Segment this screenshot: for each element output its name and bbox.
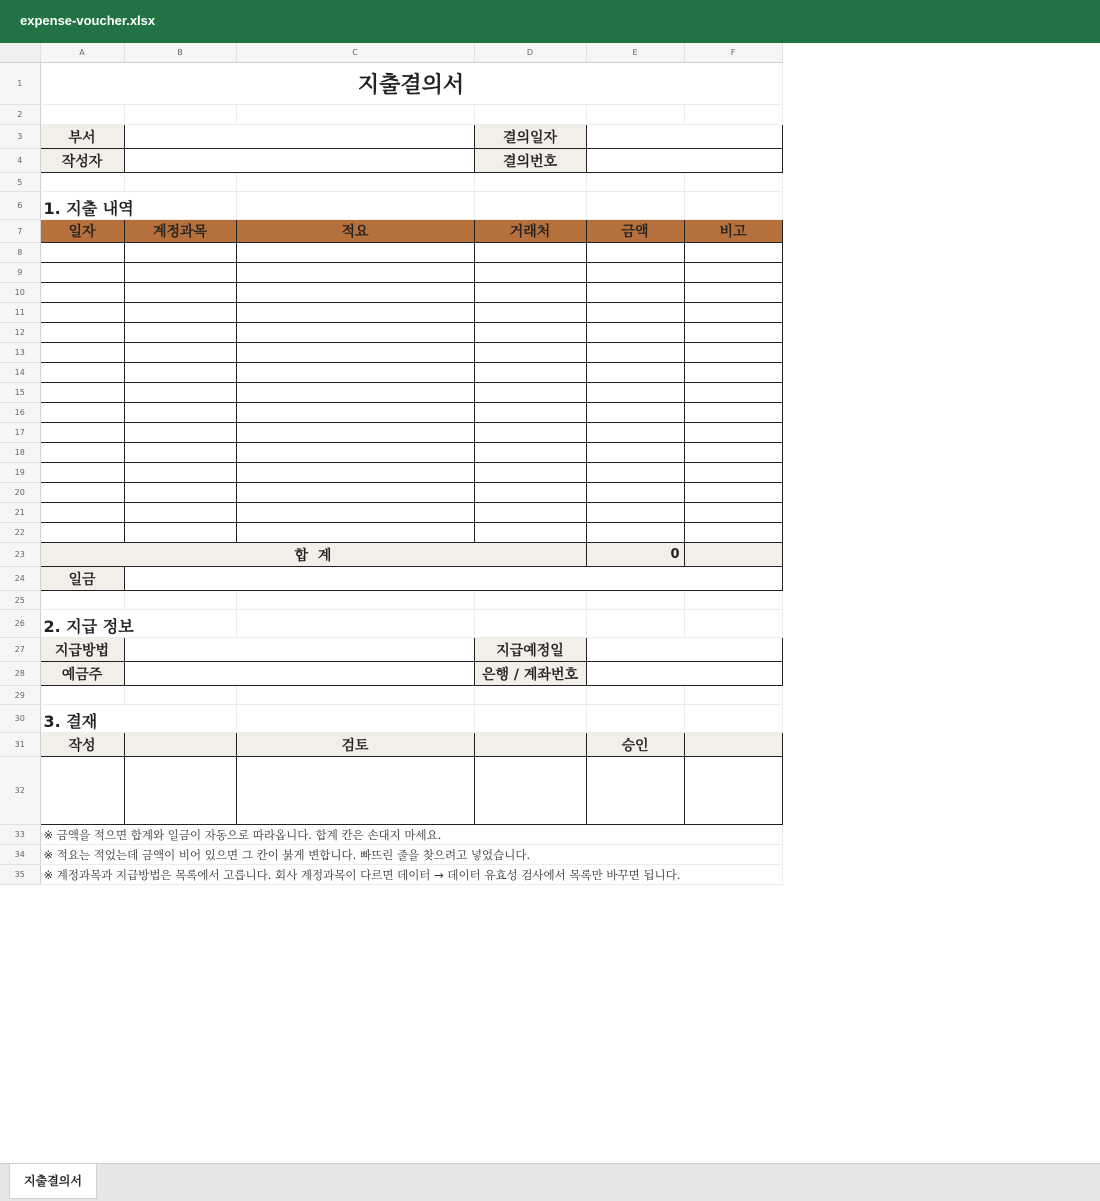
title-bar [0, 0, 1100, 43]
detail-cell[interactable] [124, 343, 236, 363]
detail-cell[interactable] [474, 303, 586, 323]
cell[interactable] [586, 591, 684, 610]
resolution-no-label: 결의번호 [474, 149, 586, 173]
cell[interactable] [236, 705, 474, 733]
payment-due-input[interactable] [586, 638, 782, 662]
note-validation-list[interactable]: ※ 계정과목과 지급방법은 목록에서 고릅니다. 회사 계정과목이 다르면 데이터 → 데이터 유효성 검사에서 목록만 바꾸면 됩니다. [40, 865, 782, 885]
row-header[interactable]: 31 [0, 733, 40, 757]
row-header[interactable]: 5 [0, 173, 40, 192]
total-amount[interactable]: 0 [586, 543, 684, 567]
row-header[interactable]: 29 [0, 686, 40, 705]
detail-cell[interactable] [40, 343, 124, 363]
cell[interactable] [474, 591, 586, 610]
cell[interactable] [586, 173, 684, 192]
detail-cell[interactable] [684, 423, 782, 443]
detail-cell[interactable] [124, 283, 236, 303]
total-label: 합 계 [40, 543, 586, 567]
approval-header-blank [474, 733, 586, 757]
detail-cell[interactable] [684, 383, 782, 403]
cell[interactable] [236, 686, 474, 705]
payment-method-input[interactable] [124, 638, 474, 662]
detail-cell[interactable] [586, 343, 684, 363]
detail-cell[interactable] [684, 483, 782, 503]
signature-box[interactable] [684, 757, 782, 825]
amount-words-value[interactable] [124, 567, 782, 591]
row-header[interactable]: 4 [0, 149, 40, 173]
detail-cell[interactable] [124, 463, 236, 483]
section-title-approval[interactable]: 3. 결재 [40, 705, 236, 733]
approval-header-blank [684, 733, 782, 757]
row-header[interactable]: 11 [0, 303, 40, 323]
detail-cell[interactable] [40, 323, 124, 343]
detail-cell[interactable] [40, 263, 124, 283]
cell[interactable] [684, 173, 782, 192]
detail-cell[interactable] [474, 283, 586, 303]
detail-cell[interactable] [124, 403, 236, 423]
cell[interactable] [124, 686, 236, 705]
detail-cell[interactable] [684, 263, 782, 283]
note-red-highlight[interactable]: ※ 적요는 적었는데 금액이 비어 있으면 그 칸이 붉게 변합니다. 빠뜨린 줄을 찾으려고 넣었습니다. [40, 845, 782, 865]
header-vendor: 거래처 [474, 220, 586, 243]
signature-box[interactable] [236, 757, 474, 825]
detail-cell[interactable] [124, 503, 236, 523]
detail-cell[interactable] [40, 523, 124, 543]
payment-due-label: 지급예정일 [474, 638, 586, 662]
resolution-no-input[interactable] [586, 149, 782, 173]
approval-header-blank [124, 733, 236, 757]
detail-cell[interactable] [124, 383, 236, 403]
section-title-expenses[interactable]: 1. 지출 내역 [40, 192, 236, 220]
detail-cell[interactable] [40, 423, 124, 443]
cell[interactable] [586, 610, 684, 638]
row-header[interactable]: 32 [0, 757, 40, 825]
header-remarks: 비고 [684, 220, 782, 243]
cell[interactable] [684, 591, 782, 610]
approval-approve-label: 승인 [586, 733, 684, 757]
row-header[interactable]: 6 [0, 192, 40, 220]
cell[interactable] [124, 105, 236, 125]
cell[interactable] [684, 105, 782, 125]
cell[interactable] [586, 105, 684, 125]
detail-cell[interactable] [124, 363, 236, 383]
row-header[interactable]: 20 [0, 483, 40, 503]
detail-cell[interactable] [684, 443, 782, 463]
detail-cell[interactable] [236, 303, 474, 323]
cell[interactable] [474, 105, 586, 125]
detail-cell[interactable] [124, 323, 236, 343]
cell[interactable] [236, 610, 474, 638]
sheet-tab-expense[interactable]: 지출결의서 [9, 1164, 97, 1199]
column-header-a[interactable]: A [40, 43, 124, 63]
detail-cell[interactable] [586, 403, 684, 423]
header-amount: 금액 [586, 220, 684, 243]
detail-cell[interactable] [236, 483, 474, 503]
row-header[interactable]: 8 [0, 243, 40, 263]
header-description: 적요 [236, 220, 474, 243]
cell[interactable] [684, 610, 782, 638]
detail-cell[interactable] [474, 323, 586, 343]
row-header[interactable]: 24 [0, 567, 40, 591]
cell[interactable] [474, 192, 586, 220]
detail-cell[interactable] [684, 503, 782, 523]
detail-cell[interactable] [474, 523, 586, 543]
note-auto-total[interactable]: ※ 금액을 적으면 합계와 일금이 자동으로 따라옵니다. 합계 칸은 손대지 마세요. [40, 825, 782, 845]
detail-cell[interactable] [586, 263, 684, 283]
detail-cell[interactable] [124, 523, 236, 543]
detail-cell[interactable] [684, 363, 782, 383]
detail-cell[interactable] [40, 383, 124, 403]
cell[interactable] [586, 686, 684, 705]
row-header[interactable]: 34 [0, 845, 40, 865]
detail-cell[interactable] [40, 243, 124, 263]
detail-cell[interactable] [684, 403, 782, 423]
signature-box[interactable] [124, 757, 236, 825]
column-header-b[interactable]: B [124, 43, 236, 63]
cell[interactable] [40, 105, 124, 125]
cell[interactable] [40, 173, 124, 192]
row-header[interactable]: 19 [0, 463, 40, 483]
row-header[interactable]: 25 [0, 591, 40, 610]
detail-cell[interactable] [474, 343, 586, 363]
detail-cell[interactable] [40, 443, 124, 463]
writer-input[interactable] [124, 149, 474, 173]
amount-words-label: 일금 [40, 567, 124, 591]
section-title-payment[interactable]: 2. 지급 정보 [40, 610, 236, 638]
detail-cell[interactable] [586, 523, 684, 543]
detail-cell[interactable] [474, 443, 586, 463]
detail-cell[interactable] [586, 283, 684, 303]
detail-cell[interactable] [40, 503, 124, 523]
detail-cell[interactable] [586, 463, 684, 483]
cell[interactable] [40, 591, 124, 610]
signature-box[interactable] [40, 757, 124, 825]
cell[interactable] [474, 173, 586, 192]
row-header[interactable]: 26 [0, 610, 40, 638]
detail-cell[interactable] [474, 483, 586, 503]
signature-box[interactable] [586, 757, 684, 825]
bank-account-input[interactable] [586, 662, 782, 686]
form-title[interactable]: 지출결의서 [40, 63, 782, 105]
row-header[interactable]: 13 [0, 343, 40, 363]
detail-cell[interactable] [586, 243, 684, 263]
detail-cell[interactable] [586, 483, 684, 503]
cell[interactable] [684, 705, 782, 733]
column-header-f[interactable]: F [684, 43, 782, 63]
row-header[interactable]: 7 [0, 220, 40, 243]
detail-cell[interactable] [474, 463, 586, 483]
account-holder-input[interactable] [124, 662, 474, 686]
detail-cell[interactable] [124, 483, 236, 503]
detail-cell[interactable] [236, 523, 474, 543]
detail-cell[interactable] [684, 243, 782, 263]
cell[interactable] [236, 173, 474, 192]
detail-cell[interactable] [586, 503, 684, 523]
column-header-d[interactable]: D [474, 43, 586, 63]
detail-cell[interactable] [684, 283, 782, 303]
cell[interactable] [586, 192, 684, 220]
detail-cell[interactable] [684, 323, 782, 343]
cell[interactable] [684, 192, 782, 220]
detail-cell[interactable] [40, 363, 124, 383]
row-header[interactable]: 16 [0, 403, 40, 423]
file-name: expense-voucher.xlsx [20, 13, 156, 28]
detail-cell[interactable] [474, 263, 586, 283]
detail-cell[interactable] [586, 423, 684, 443]
detail-cell[interactable] [236, 423, 474, 443]
signature-box[interactable] [474, 757, 586, 825]
detail-cell[interactable] [586, 383, 684, 403]
detail-cell[interactable] [40, 303, 124, 323]
row-header[interactable]: 35 [0, 865, 40, 885]
detail-cell[interactable] [124, 263, 236, 283]
row-header[interactable]: 18 [0, 443, 40, 463]
resolution-date-input[interactable] [586, 125, 782, 149]
approval-review-label: 검토 [236, 733, 474, 757]
header-date: 일자 [40, 220, 124, 243]
spreadsheet-grid [0, 43, 783, 885]
total-remarks[interactable] [684, 543, 782, 567]
sheet-tab-bar [0, 1163, 1100, 1201]
detail-cell[interactable] [40, 483, 124, 503]
bank-account-label: 은행 / 계좌번호 [474, 662, 586, 686]
detail-cell[interactable] [586, 303, 684, 323]
row-header[interactable]: 14 [0, 363, 40, 383]
resolution-date-label: 결의일자 [474, 125, 586, 149]
detail-cell[interactable] [684, 303, 782, 323]
detail-cell[interactable] [124, 423, 236, 443]
cell[interactable] [40, 686, 124, 705]
cell[interactable] [236, 192, 474, 220]
detail-cell[interactable] [474, 383, 586, 403]
detail-cell[interactable] [40, 403, 124, 423]
detail-cell[interactable] [236, 343, 474, 363]
detail-cell[interactable] [474, 243, 586, 263]
detail-cell[interactable] [586, 323, 684, 343]
detail-cell[interactable] [124, 243, 236, 263]
cell[interactable] [586, 705, 684, 733]
detail-cell[interactable] [474, 363, 586, 383]
cell[interactable] [236, 105, 474, 125]
account-holder-label: 예금주 [40, 662, 124, 686]
detail-cell[interactable] [236, 503, 474, 523]
detail-cell[interactable] [474, 423, 586, 443]
row-header[interactable]: 21 [0, 503, 40, 523]
row-header[interactable]: 12 [0, 323, 40, 343]
detail-cell[interactable] [684, 463, 782, 483]
select-all-corner[interactable] [0, 43, 40, 63]
cell[interactable] [124, 173, 236, 192]
row-header[interactable]: 33 [0, 825, 40, 845]
detail-cell[interactable] [236, 463, 474, 483]
cell[interactable] [684, 686, 782, 705]
row-header[interactable]: 2 [0, 105, 40, 125]
detail-cell[interactable] [236, 283, 474, 303]
detail-cell[interactable] [40, 463, 124, 483]
detail-cell[interactable] [236, 383, 474, 403]
detail-cell[interactable] [40, 283, 124, 303]
row-header[interactable]: 23 [0, 543, 40, 567]
column-header-c[interactable]: C [236, 43, 474, 63]
column-header-e[interactable]: E [586, 43, 684, 63]
detail-cell[interactable] [236, 243, 474, 263]
department-input[interactable] [124, 125, 474, 149]
detail-cell[interactable] [474, 403, 586, 423]
detail-cell[interactable] [236, 323, 474, 343]
detail-cell[interactable] [586, 363, 684, 383]
cell[interactable] [474, 686, 586, 705]
cell[interactable] [474, 705, 586, 733]
detail-cell[interactable] [684, 343, 782, 363]
detail-cell[interactable] [236, 403, 474, 423]
detail-cell[interactable] [236, 263, 474, 283]
detail-cell[interactable] [586, 443, 684, 463]
payment-method-label: 지급방법 [40, 638, 124, 662]
row-header[interactable]: 1 [0, 63, 40, 105]
writer-label: 작성자 [40, 149, 124, 173]
row-header[interactable]: 17 [0, 423, 40, 443]
row-header[interactable]: 10 [0, 283, 40, 303]
detail-cell[interactable] [474, 503, 586, 523]
detail-cell[interactable] [124, 303, 236, 323]
approval-writer-label: 작성 [40, 733, 124, 757]
row-header[interactable]: 28 [0, 662, 40, 686]
cell[interactable] [236, 591, 474, 610]
row-header[interactable]: 9 [0, 263, 40, 283]
cell[interactable] [124, 591, 236, 610]
detail-cell[interactable] [124, 443, 236, 463]
header-account: 계정과목 [124, 220, 236, 243]
detail-cell[interactable] [236, 443, 474, 463]
row-header[interactable]: 30 [0, 705, 40, 733]
row-header[interactable]: 3 [0, 125, 40, 149]
row-header[interactable]: 22 [0, 523, 40, 543]
detail-cell[interactable] [684, 523, 782, 543]
department-label: 부서 [40, 125, 124, 149]
detail-cell[interactable] [236, 363, 474, 383]
row-header[interactable]: 15 [0, 383, 40, 403]
row-header[interactable]: 27 [0, 638, 40, 662]
cell[interactable] [474, 610, 586, 638]
